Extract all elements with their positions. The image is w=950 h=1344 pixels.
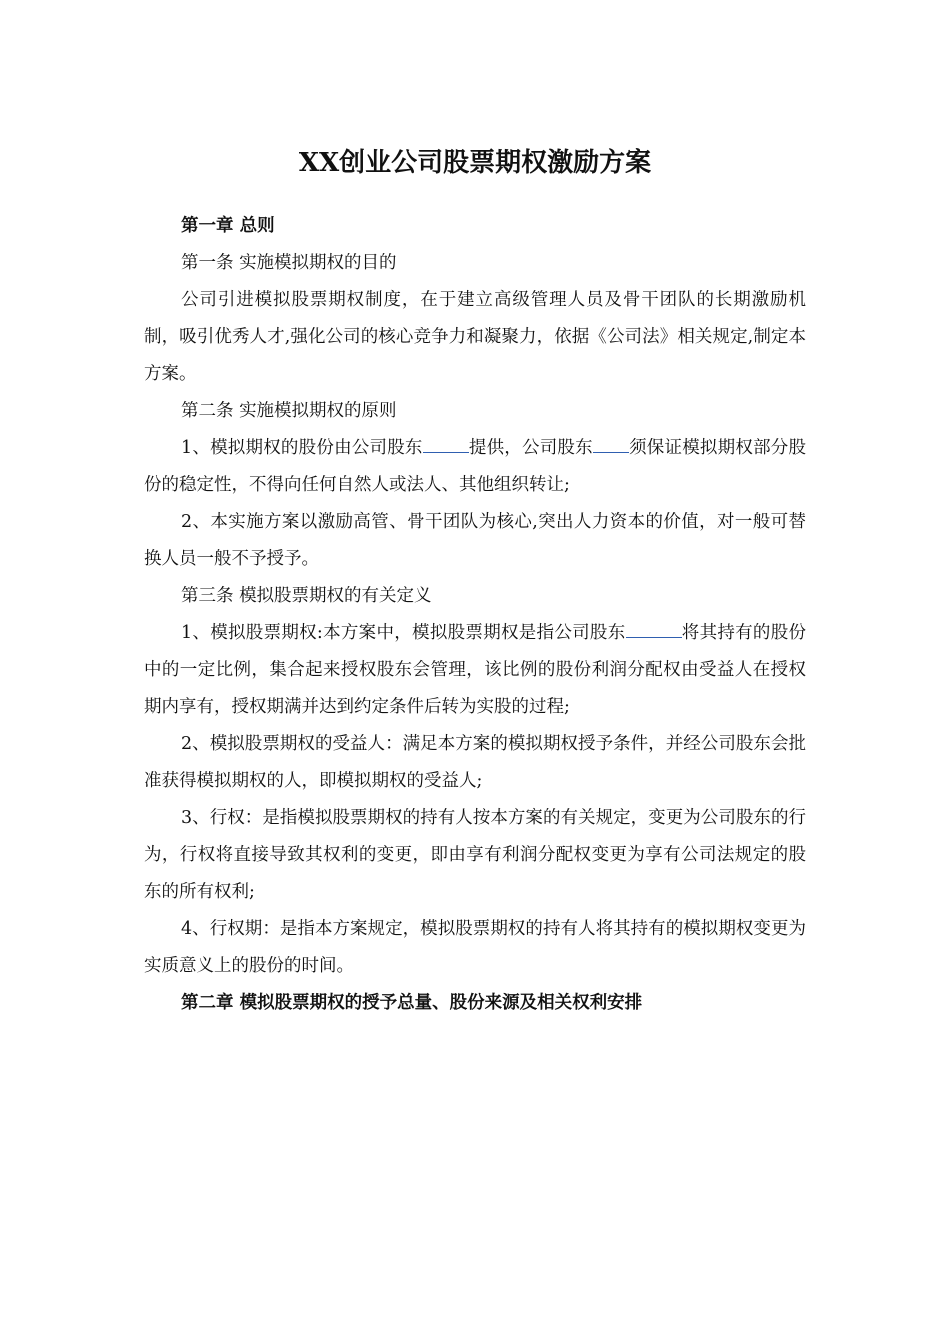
article-paragraph: 4、行权期：是指本方案规定，模拟股票期权的持有人将其持有的模拟期权变更为实质意义上的股份的时间。 [144, 919, 806, 976]
article-paragraph [144, 430, 806, 504]
article-heading: 第三条 模拟股票期权的有关定义 [181, 586, 432, 606]
document-body [144, 208, 806, 1022]
article-paragraph: 2、本实施方案以激励高管、骨干团队为核心,突出人力资本的价值，对一般可替换人员一般不予授予。 [144, 512, 806, 569]
paragraph-text: 提供，公司股东 [468, 438, 593, 458]
paragraph-text: 1、模拟期权的股份由公司股东 [181, 438, 423, 458]
paragraph-text: 须保证模拟期权部分股份的稳定性，不得向任何自然人或法人、其他组织转让; [144, 438, 807, 495]
document-title: XX创业公司股票期权激励方案 [298, 148, 652, 178]
article-paragraph: 3、行权：是指模拟股票期权的持有人按本方案的有关规定，变更为公司股东的行为，行权将直接导致其权利的变更，即由享有利润分配权变更为享有公司法规定的股东的所有权利; [144, 808, 806, 902]
paragraph-text: 将其持有的股份中的一定比例，集合起来授权股东会管理，该比例的股份利润分配权由受益人在授权期内享有，授权期满并达到约定条件后转为实股的过程; [144, 623, 807, 717]
fill-in-blank [423, 432, 469, 453]
chapter-heading: 第二章 模拟股票期权的授予总量、股份来源及相关权利安排 [181, 993, 643, 1013]
chapter-heading: 第一章 总则 [181, 216, 275, 236]
fill-in-blank [593, 432, 629, 453]
article-paragraph: 公司引进模拟股票期权制度，在于建立高级管理人员及骨干团队的长期激励机制，吸引优秀人才,强化公司的核心竞争力和凝聚力，依据《公司法》相关规定,制定本方案。 [144, 290, 806, 384]
fill-in-blank [626, 617, 682, 638]
article-heading: 第二条 实施模拟期权的原则 [181, 401, 397, 421]
paragraph-text: 1、模拟股票期权:本方案中，模拟股票期权是指公司股东 [181, 623, 626, 643]
article-paragraph: 2、模拟股票期权的受益人：满足本方案的模拟期权授予条件，并经公司股东会批准获得模拟期权的人，即模拟期权的受益人; [144, 734, 806, 791]
article-paragraph [144, 615, 806, 726]
article-heading: 第一条 实施模拟期权的目的 [181, 253, 397, 273]
